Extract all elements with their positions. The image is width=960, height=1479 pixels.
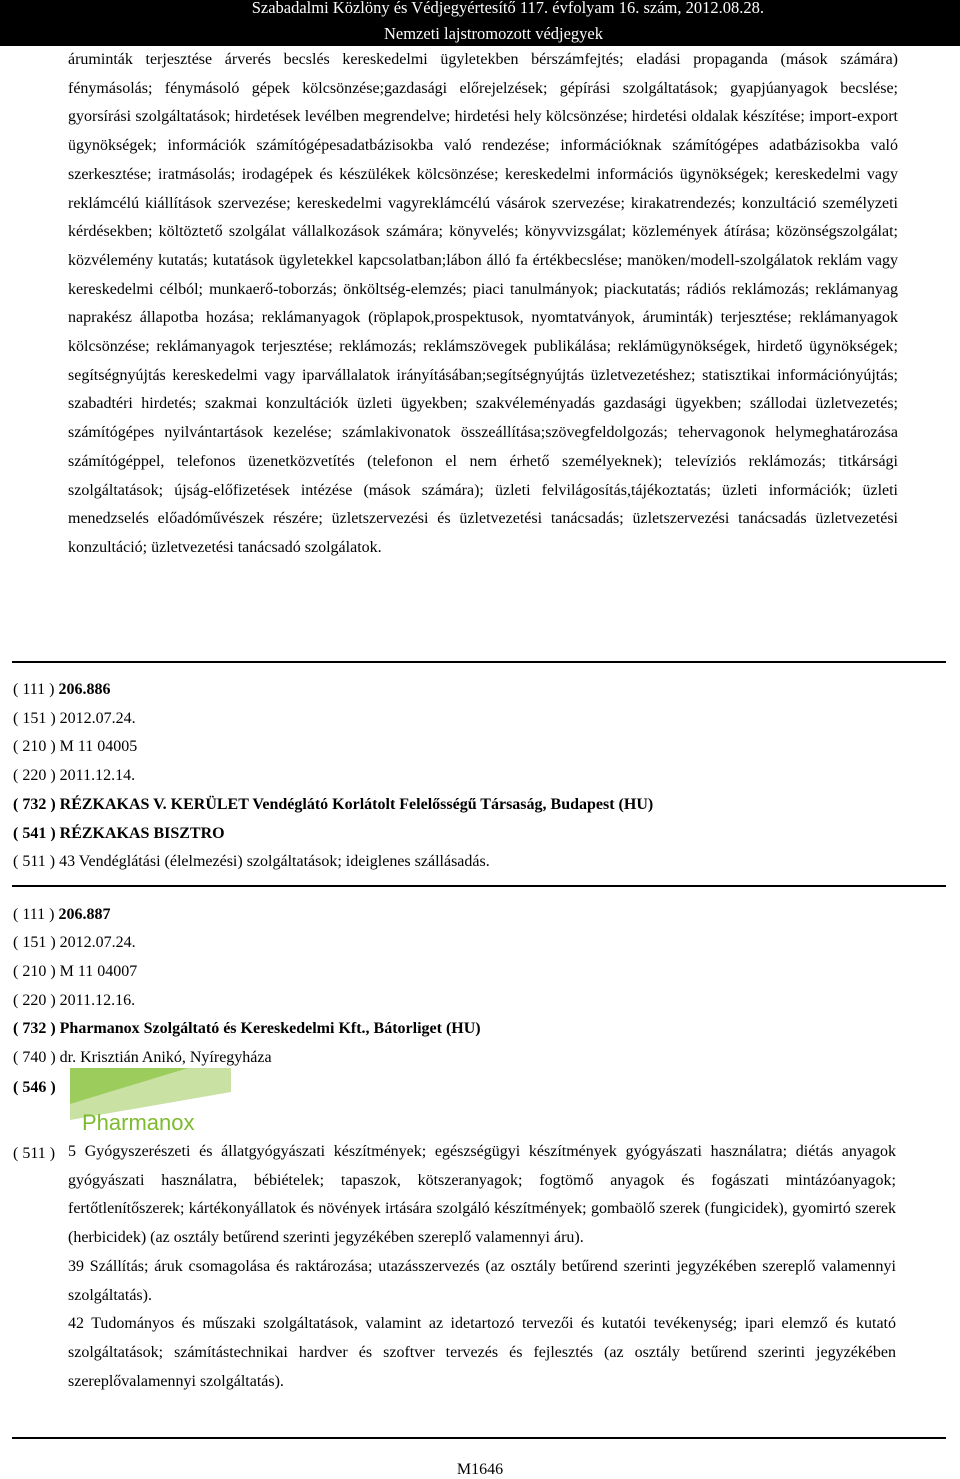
entry1-220: ( 220 ) 2011.12.14. [13, 767, 136, 784]
entry2-732: ( 732 ) Pharmanox Szolgáltató és Kereskedelmi Kft., Bátorliget (HU) [13, 1020, 481, 1037]
continuation-text [68, 46, 898, 563]
class-5: 5 Gyógyszerészeti és állatgyógyászati készítmények; egészségügyi készítmények gyógyászati használatra; diétás anyagok gyógyászati használatra, bébiételek; tapaszok, kötszeranyagok; fogtömő anyagok és fogászati mintázóanyagok; fertőtlenítőszerek; kártékonyállatok és növények irtására szolgáló készítmények; gombaölő szerek (fungicidek), gyomirtó szerek (herbicidek) (az osztály betűrend szerinti jegyzékében szereplő valamennyi áru). [68, 1143, 896, 1247]
entry1-541: ( 541 ) RÉZKAKAS BISZTRO [13, 825, 225, 842]
entry1-210: ( 210 ) M 11 04005 [13, 738, 138, 755]
journal-title: Szabadalmi Közlöny és Védjegyértesítő 117. évfolyam 16. szám, 2012.08.28. [251, 0, 764, 17]
logo-text: Pharmanox [82, 1110, 195, 1132]
entry1-511: ( 511 ) 43 Vendéglátási (élelmezési) szolgáltatások; ideiglenes szállásadás. [13, 853, 490, 870]
entry-divider [12, 885, 946, 887]
entry2-546: ( 546 ) [13, 1079, 56, 1096]
entry2-511-code: ( 511 ) [13, 1145, 56, 1162]
entry-divider [12, 1437, 946, 1439]
entry2-151: ( 151 ) 2012.07.24. [13, 934, 136, 951]
pharmanox-logo [70, 1068, 231, 1132]
page-number: M1646 [456, 1461, 504, 1478]
entry2-511-goods [68, 1138, 896, 1396]
class-42: 42 Tudományos és műszaki szolgáltatások, valamint az idetartozó tervezői és kutatói tevékenység; ipari elemző és kutató szolgáltatások; számítástechnikai hardver és szoftver tervezés és fejlesztés (az osztály betűrend szerinti jegyzékében szereplővalamennyi szolgáltatás). [68, 1315, 896, 1390]
entry-divider [12, 661, 946, 663]
entry1-111: ( 111 ) 206.886 [13, 681, 111, 698]
entry2-220: ( 220 ) 2011.12.16. [13, 992, 136, 1009]
entry1-151: ( 151 ) 2012.07.24. [13, 710, 136, 727]
continuation-paragraph: áruminták terjesztése árverés becslés kereskedelmi ügyletekben bérszámfejtés; eladási propaganda (mások számára) fénymásolás; fénymásoló gépek kölcsönzése;gazdasági előrejelzések; gépírási szolgáltatások; gyapjúanyagok becslése; gyorsírási szolgáltatások; hirdetések levélben megrendelve; hirdetési hely kölcsönzése; hirdetési oldalak készítése; import-export ügynökségek; információk számítógépesadatbázisokba való rendezése; információknak számítógépes adatbázisokba való szerkesztése; iratmásolás; irodagépek és készülékek kölcsönzése; kereskedelmi információs ügynökségek; kereskedelmi vagy reklámcélú kiállítások szervezése; kereskedelmi vagyreklámcélú vásárok szervezése; kirakatrendezés; konzultáció személyzeti kérdésekben; költöztető szolgálat vállalkozások számára; könyvelés; könyvvizsgálat; közlemények átírása; közönségszolgálat; közvélemény kutatás; kutatások ügyletekkel kapcsolatban;lábon álló fa értékbecslése; manöken/modell-szolgálatok reklám vagy kereskedelmi célból; munkaerő-toborzás; önköltség-elemzés; piaci tanulmányok; piackutatás; rádiós reklámozás; reklámanyag naprakész állapotba hozása; reklámanyagok (röplapok,prospektusok, nyomtatványok, áruminták) terjesztése; reklámanyagok kölcsönzése; reklámanyagok terjesztése; reklámozás; reklámszövegek publikálása; reklámügynökségek, hirdető ügynökségek; segítségnyújtás kereskedelmi vagy iparvállalatok irányításában;segítségnyújtás üzletvezetéshez; statisztikai információnyújtás; szabadtéri hirdetés; szakmai konzultációk üzleti ügyekben; szakvéleményadás gazdasági ügyekben; szállodai üzletvezetés; számítógépes nyilvántartások kezelése; számlakivonatok összeállítása;szövegfeldolgozás; tehervagonok helymeghatározása számítógéppel, telefonos üzenetközvetítés (telefonon el nem érhető személyeknek); televíziós reklámozás; titkársági szolgáltatások; újság-előfizetések intézése (mások számára); üzleti felvilágosítás,tájékoztatás; üzleti információk; üzleti menedzselés előadóművészek részére; üzletszervezési és üzletvezetési tanácsadás; üzletszervezési tanácsadás üzletvezetési konzultáció; üzletvezetési tanácsadó szolgálatok. [68, 51, 898, 556]
page-header [0, 0, 960, 46]
class-39: 39 Szállítás; áruk csomagolása és raktározása; utazásszervezés (az osztály betűrend szerinti jegyzékében szereplő valamennyi szolgáltatás). [68, 1257, 896, 1304]
entry2-111: ( 111 ) 206.887 [13, 906, 111, 923]
section-title: Nemzeti lajstromozott védjegyek [383, 24, 603, 43]
entry1-732: ( 732 ) RÉZKAKAS V. KERÜLET Vendéglátó Korlátolt Felelősségű Társaság, Budapest (HU) [13, 796, 654, 813]
entry2-740: ( 740 ) dr. Krisztián Anikó, Nyíregyháza [13, 1049, 272, 1066]
entry2-210: ( 210 ) M 11 04007 [13, 963, 138, 980]
